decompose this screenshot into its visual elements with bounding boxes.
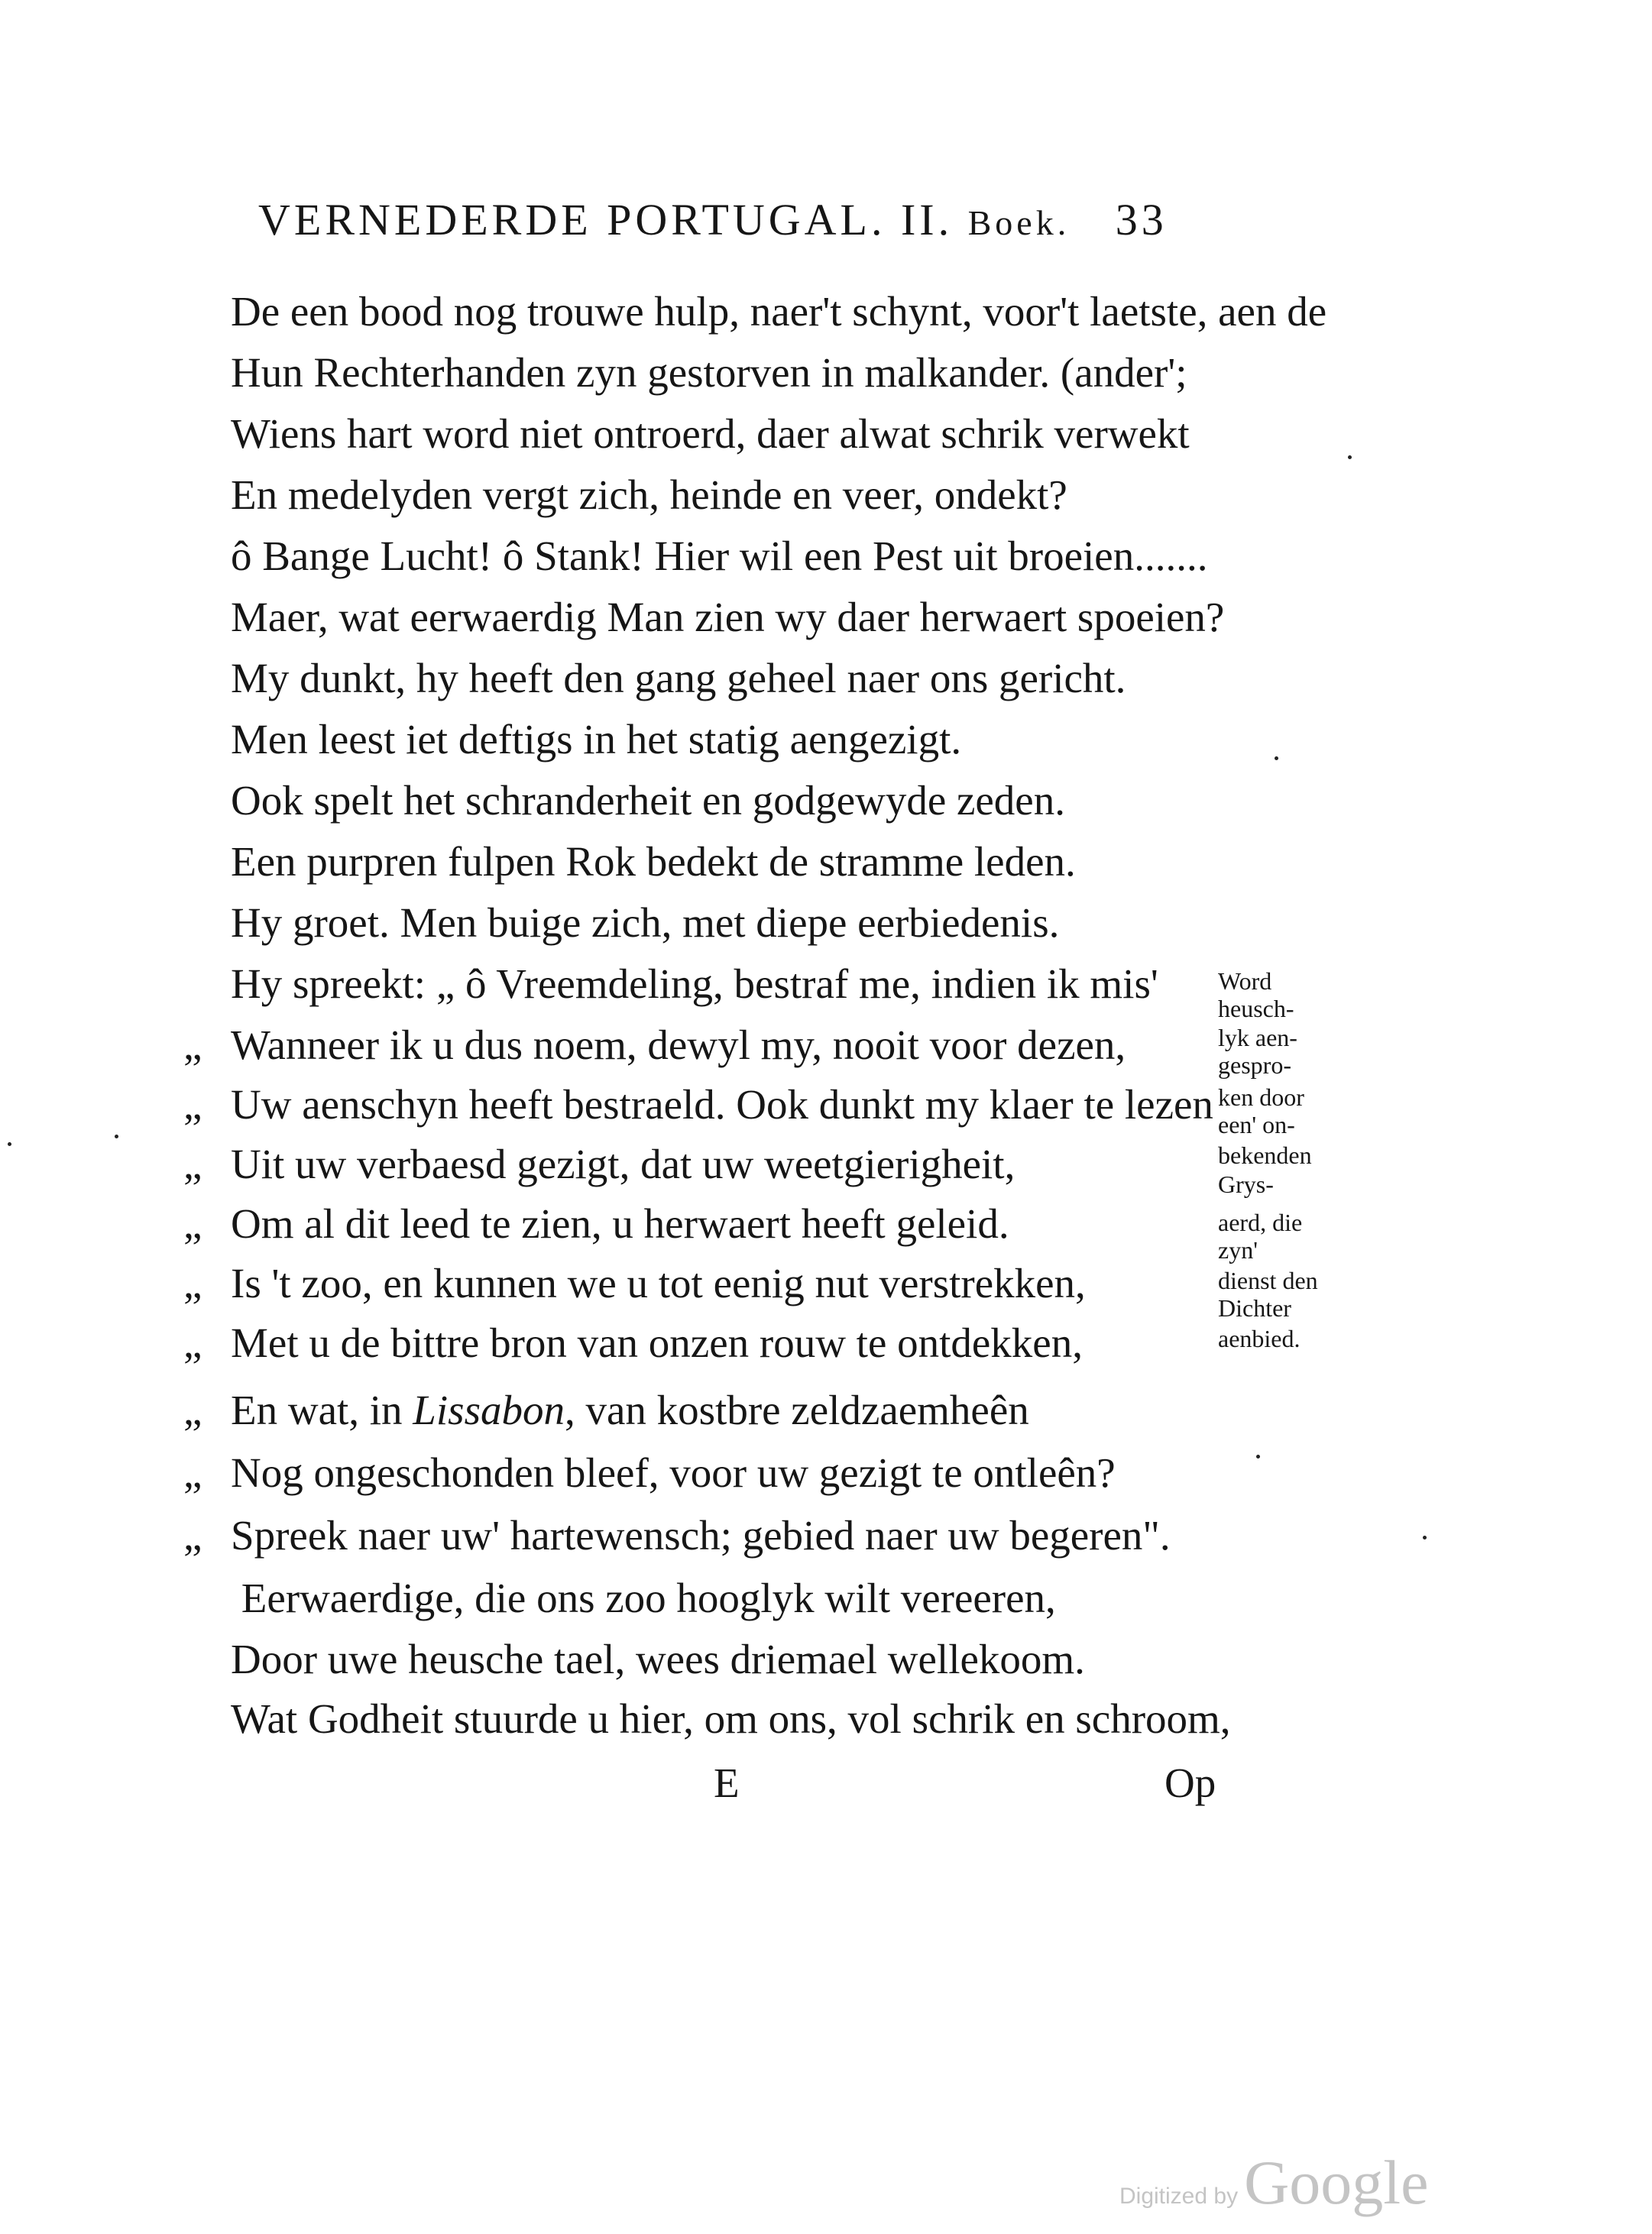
line-text-after: , van kostbre zeldzaemheên: [564, 1387, 1029, 1433]
running-head-title: VERNEDERDE PORTUGAL. II.: [258, 195, 954, 244]
side-note-line: zyn': [1218, 1236, 1258, 1264]
line-text: Spreek naer uw' hartewensch; gebied naer uw begeren".: [231, 1512, 1171, 1559]
watermark-prefix: Digitized by: [1119, 2184, 1239, 2209]
line-quote-mark: „: [183, 1319, 202, 1366]
line-quote-mark: „: [183, 1200, 202, 1247]
verse-line: [183, 1081, 1213, 1128]
line-text: My dunkt, hy heeft den gang geheel naer ons gericht.: [231, 655, 1126, 701]
verse-line: [183, 838, 1076, 885]
line-quote-mark: „: [183, 1512, 202, 1559]
side-note-line: een' on-: [1218, 1111, 1295, 1138]
line-quote-mark: „: [183, 1021, 202, 1068]
digitized-watermark: [1119, 2147, 1429, 2217]
side-note-line: Dichter: [1218, 1294, 1291, 1322]
ink-speck: [115, 1135, 118, 1138]
side-note-line: bekenden: [1218, 1141, 1312, 1169]
verse-line: [183, 1021, 1126, 1068]
line-text: Wanneer ik u dus noem, dewyl my, nooit voor dezen,: [231, 1021, 1126, 1068]
ink-speck: [8, 1142, 11, 1146]
ink-speck: [1423, 1536, 1427, 1540]
verse-line: [183, 1200, 1009, 1247]
verse-line: [183, 1577, 1056, 1619]
line-quote-mark: „: [183, 1449, 202, 1496]
running-head: [258, 194, 1168, 245]
line-text: Een purpren fulpen Rok bedekt de stramme leden.: [231, 838, 1076, 885]
line-text: Door uwe heusche tael, wees driemael wellekoom.: [231, 1636, 1085, 1682]
ink-speck: [1256, 1455, 1260, 1459]
verse-line: [183, 1449, 1116, 1496]
page-number: 33: [1115, 195, 1168, 244]
verse-line: [183, 718, 961, 760]
line-quote-mark: „: [183, 1387, 202, 1433]
line-text: De een bood nog trouwe hulp, naer't schynt, voor't laetste, aen de: [231, 288, 1327, 335]
line-text: Men leest iet deftigs in het statig aengezigt.: [231, 716, 962, 762]
line-text: Uit uw verbaesd gezigt, dat uw weetgierigheit,: [231, 1141, 1015, 1187]
line-text: Om al dit leed te zien, u herwaert heeft geleid.: [231, 1200, 1009, 1247]
side-note-line: gespro-: [1218, 1051, 1291, 1079]
ink-speck: [1275, 756, 1278, 760]
verse-line: [183, 1319, 1083, 1366]
line-text: Maer, wat eerwaerdig Man zien wy daer herwaert spoeien?: [231, 594, 1225, 640]
line-text: Nog ongeschonden bleef, voor uw gezigt te ontleên?: [231, 1449, 1116, 1496]
verse-line: [183, 471, 1067, 518]
side-note-line: lyk aen-: [1218, 1024, 1297, 1051]
line-text: Hun Rechterhanden zyn gestorven in malkander. (ander';: [231, 349, 1187, 396]
line-text: Is 't zoo, en kunnen we u tot eenig nut verstrekken,: [231, 1260, 1086, 1306]
line-text: Ook spelt het schranderheit en godgewyde zeden.: [231, 777, 1065, 824]
verse-line: [183, 1389, 1029, 1431]
line-text: Hy groet. Men buige zich, met diepe eerbiedenis.: [231, 899, 1060, 946]
line-text: Eerwaerdige, die ons zoo hooglyk wilt vereeren,: [231, 1575, 1056, 1621]
verse-line: [183, 596, 1224, 638]
line-italic-place-name: Lissabon: [413, 1387, 565, 1433]
ink-speck: [1348, 455, 1352, 459]
verse-line: [183, 960, 1158, 1007]
line-quote-mark: „: [183, 1081, 202, 1128]
verse-line: [183, 535, 1207, 577]
side-note-line: Grys-: [1218, 1170, 1274, 1198]
verse-line: [183, 288, 1327, 335]
side-note-line: dienst den: [1218, 1267, 1318, 1294]
verse-line: [183, 410, 1190, 457]
verse-line: [183, 349, 1187, 396]
verse-line: [183, 1695, 1231, 1742]
verse-line: [183, 1143, 1015, 1185]
side-note-line: Word: [1218, 967, 1272, 995]
side-note-line: aerd, die: [1218, 1209, 1303, 1236]
signature-mark: E: [714, 1760, 740, 1806]
running-head-book-label: Boek.: [967, 203, 1071, 242]
catchword: Op: [1164, 1760, 1216, 1806]
line-text: Met u de bittre bron van onzen rouw te ontdekken,: [231, 1319, 1083, 1366]
line-text: En wat, in: [231, 1387, 413, 1433]
side-note-line: aenbied.: [1218, 1325, 1301, 1352]
verse-line: [183, 899, 1060, 946]
line-text: Wiens hart word niet ontroerd, daer alwat schrik verwekt: [231, 410, 1190, 457]
line-text: Wat Godheit stuurde u hier, om ons, vol schrik en schroom,: [231, 1695, 1231, 1742]
line-text: Uw aenschyn heeft bestraeld. Ook dunkt my klaer te lezen: [231, 1081, 1213, 1128]
verse-line: [183, 777, 1065, 824]
line-text: Hy spreekt: „ ô Vreemdeling, bestraf me, indien ik mis': [231, 960, 1158, 1007]
verse-line: [183, 1512, 1171, 1559]
verse-line: [183, 1638, 1085, 1680]
side-note-line: heusch-: [1218, 995, 1294, 1022]
verse-line: [183, 1262, 1086, 1304]
line-quote-mark: „: [183, 1141, 202, 1187]
line-text: ô Bange Lucht! ô Stank! Hier wil een Pest uit broeien.......: [231, 533, 1208, 579]
verse-line: [183, 657, 1126, 699]
line-quote-mark: „: [183, 1260, 202, 1306]
line-text: En medelyden vergt zich, heinde en veer, ondekt?: [231, 471, 1067, 518]
side-note-line: ken door: [1218, 1083, 1304, 1111]
google-logo: Google: [1244, 2148, 1429, 2217]
